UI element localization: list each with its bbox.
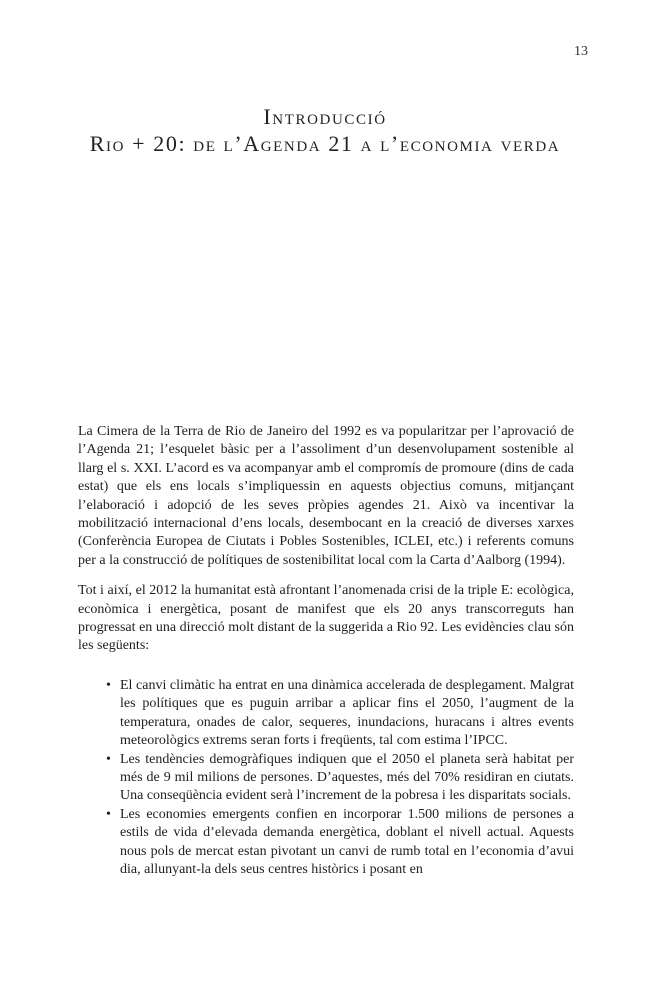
chapter-title: Introducció xyxy=(263,104,387,129)
chapter-subtitle: Rio + 20: de l’Agenda 21 a l’economia verda xyxy=(89,131,561,156)
list-item xyxy=(106,751,574,806)
paragraph-intro: La Cimera de la Terra de Rio de Janeiro del 1992 es va popularitzar per l’aprovació de l’Agenda 21; l’esquelet bàsic per a l’assoliment d’un desenvolupament sostenible al llarg el s. XXI. L’acord es va acompanyar amb el compromís de promoure (dins de cada estat) que els ens locals s’impliquessin en aquests objectius comuns, mitjançant l’elaboració i adopció de les seves pròpies agendes 21. Això va incentivar la mobilització internacional d’ens locals, desembocant en la creació de diverses xarxes (Conferència Europea de Ciutats i Pobles Sostenibles, ICLEI, etc.) i referents comuns per a la construcció de polítiques de sostenibilitat local com la Carta d’Aalborg (1994). xyxy=(78,424,574,568)
list-item xyxy=(106,806,574,880)
list-item-text: Les tendències demogràfiques indiquen que el 2050 el planeta serà habitat per més de 9 mil milions de persones. D’aquestes, més del 70% residiran en ciutats. Una conseqüència evident serà l’increment de la pobresa i les disparitats socials. xyxy=(120,751,574,804)
bullet-icon: • xyxy=(106,677,111,693)
bullet-icon: • xyxy=(106,806,111,822)
evidence-list xyxy=(78,677,574,879)
bullet-icon: • xyxy=(106,751,111,767)
chapter-heading xyxy=(0,103,650,157)
list-item-text: Les economies emergents confien en incorporar 1.500 milions de persones a estils de vida d’elevada demanda energètica, doblant el nivell actual. Aquests nous pols de mercat estan pivotant un canvi de rumb total en l’economia d’avui dia, allunyant-la dels seus centres històrics i posant en xyxy=(120,806,574,877)
list-item-text: El canvi climàtic ha entrat en una dinàmica accelerada de desplegament. Malgrat les polítiques que es puguin arribar a aplicar fins el 2050, l’augment de la temperatura, onades de calor, sequeres, inundacions, huracans i altres events meteorològics extrems seran forts i freqüents, tal com estima l’IPCC. xyxy=(120,677,574,749)
paragraph-crisis: Tot i així, el 2012 la humanitat està afrontant l’anomenada crisi de la triple E: ecològica, econòmica i energètica, posant de manifest que els 20 anys transcorreguts han progressat en una direcció molt distant de la suggerida a Rio 92. Les evidències clau són les següents: xyxy=(78,583,574,654)
body-text xyxy=(78,423,574,879)
page-number: 13 xyxy=(574,44,588,59)
list-item xyxy=(106,677,574,751)
